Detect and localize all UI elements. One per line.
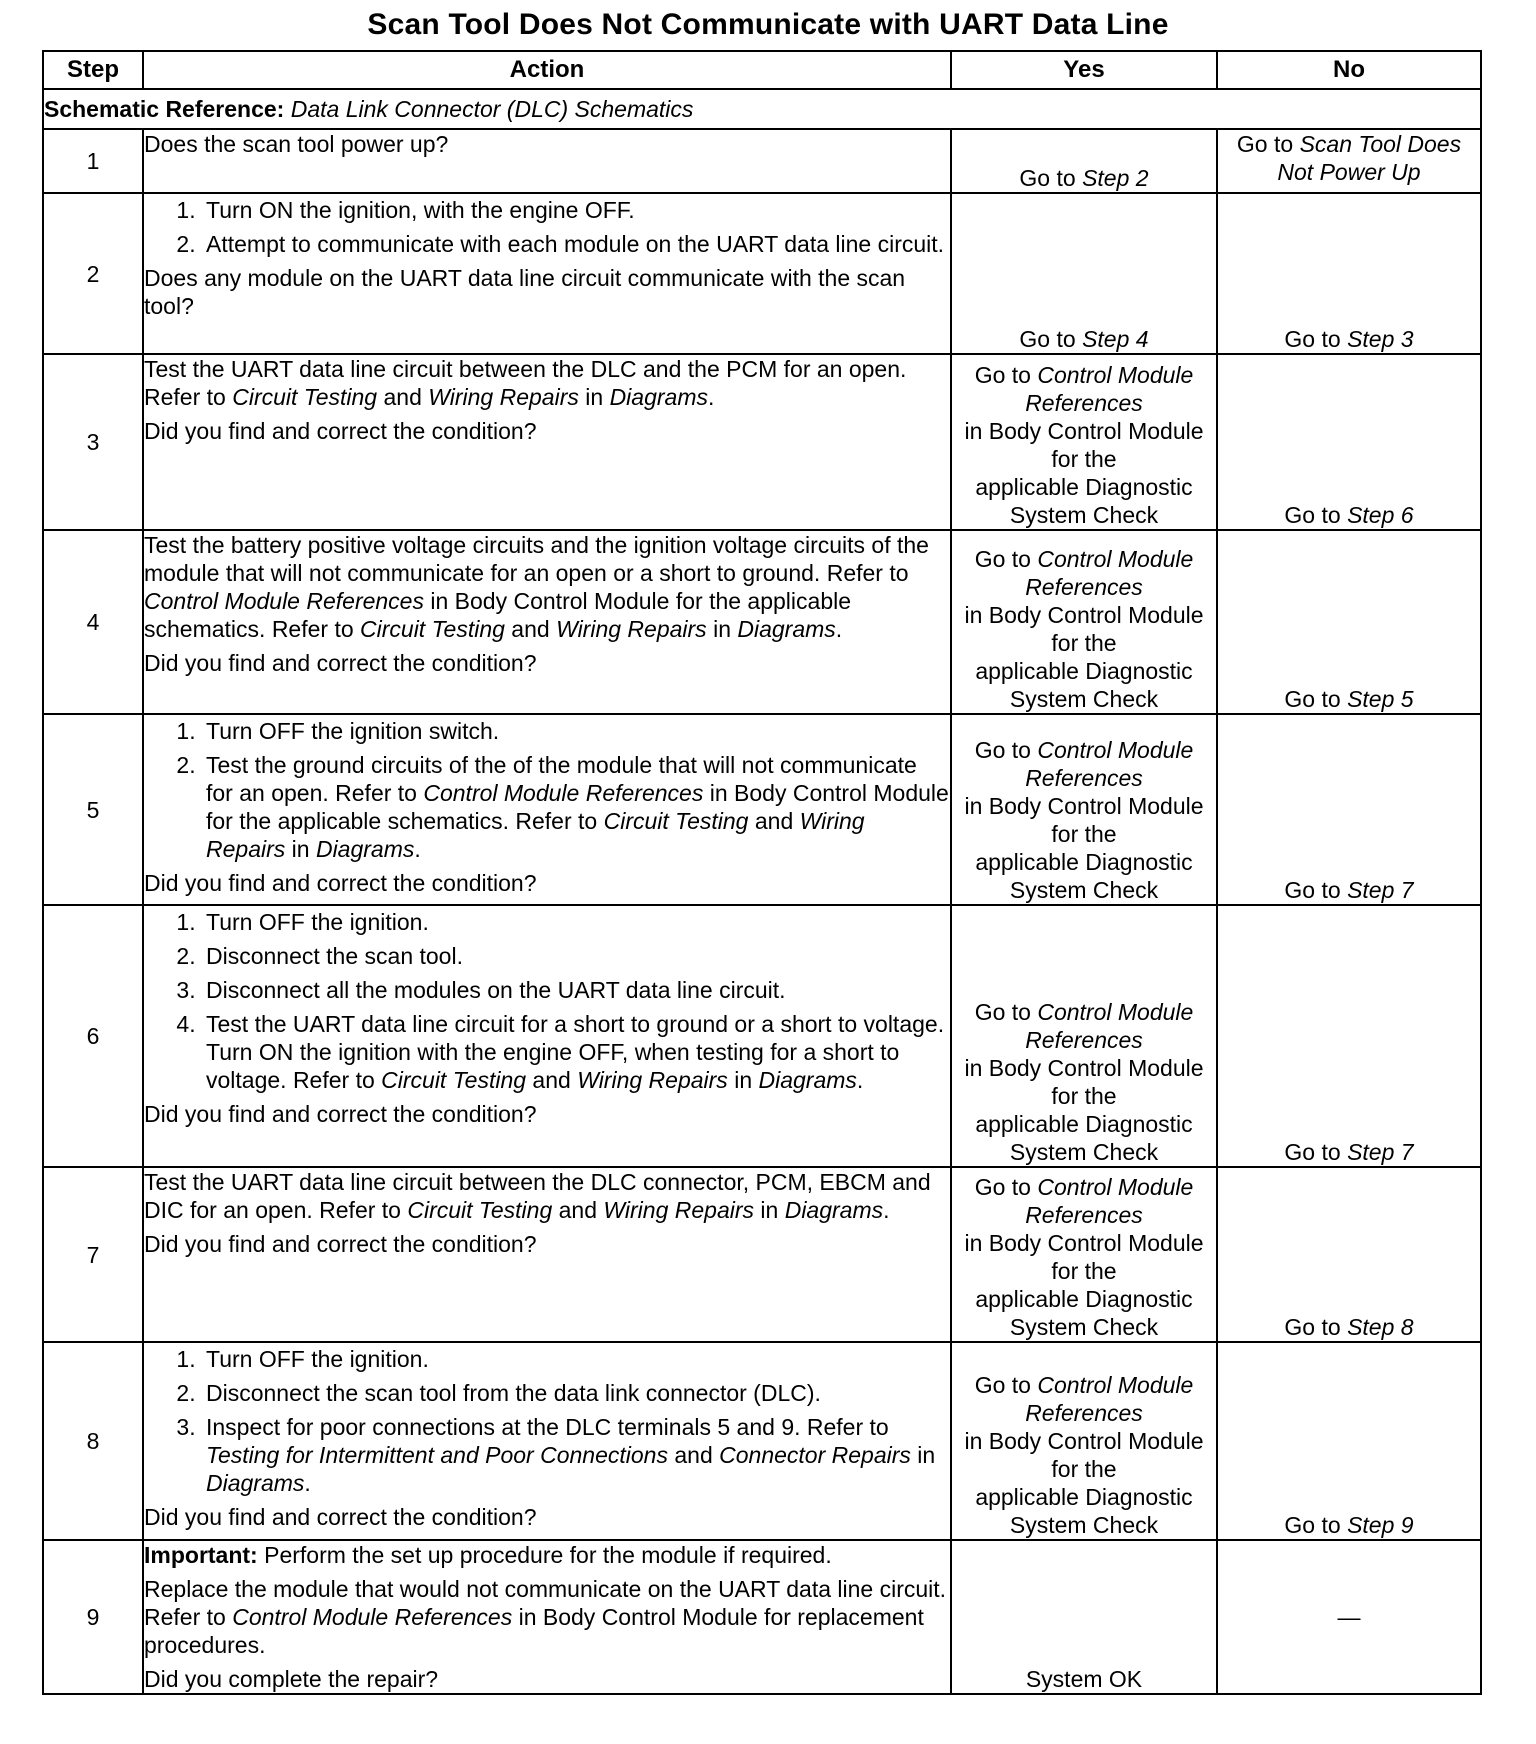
list-item: 1. Turn OFF the ignition. — [202, 908, 950, 936]
ref-connector-repairs: Connector Repairs — [719, 1442, 911, 1468]
step-number: 4 — [43, 530, 143, 714]
yes-cell: System OK — [951, 1540, 1217, 1694]
no-cell — [1217, 193, 1481, 354]
ref-wiring-repairs: Wiring Repairs — [577, 1067, 728, 1093]
action-body: Test the UART data line circuit between the DLC connector, PCM, EBCM and DIC for an open. Refer to — [144, 1169, 931, 1223]
item-text: Test the ground circuits of the of the module that will not communicate for an open. Refer to — [206, 752, 917, 806]
list-item: 2. Disconnect the scan tool from the data link connector (DLC). — [202, 1379, 950, 1407]
diagnostic-table — [42, 50, 1482, 1695]
ref-diagrams: Diagrams — [609, 384, 708, 410]
action-cell — [143, 1167, 951, 1342]
ref-control-module: Control Module References — [423, 780, 704, 806]
in-text: in — [734, 1067, 753, 1093]
and-text: and — [532, 1067, 571, 1093]
no-target: Step 7 — [1347, 877, 1414, 903]
no-target: Step 9 — [1347, 1512, 1414, 1538]
list-item: 3. Disconnect all the modules on the UART data line circuit. — [202, 976, 950, 1004]
ref-diagrams: Diagrams — [758, 1067, 857, 1093]
applicable-text: applicable Diagnostic — [975, 474, 1193, 500]
action-list — [144, 1345, 950, 1497]
header-no: No — [1217, 51, 1481, 89]
yes-cell — [951, 129, 1217, 193]
step-number: 5 — [43, 714, 143, 905]
action-body: Replace the module that would not communicate on the UART data line circuit. Refer to — [144, 1576, 947, 1630]
bcm-text: in Body Control Module for the — [964, 1055, 1204, 1109]
goto-text: Go to — [974, 737, 1031, 763]
list-item: 2. Disconnect the scan tool. — [202, 942, 950, 970]
applicable-text: applicable Diagnostic — [975, 1484, 1193, 1510]
item-text-2: in Body Control Module for the applicable schematics. Refer to — [206, 780, 949, 834]
applicable-text: applicable Diagnostic — [975, 1111, 1193, 1137]
ref-diagrams: Diagrams — [206, 1470, 305, 1496]
no-cell — [1217, 714, 1481, 905]
action-body: Test the UART data line circuit between the DLC and the PCM for an open. Refer to — [144, 356, 907, 410]
action-cell — [143, 905, 951, 1167]
system-check-text: System Check — [1009, 877, 1159, 903]
important-label: Important: — [144, 1542, 258, 1568]
action-question: Did you find and correct the condition? — [144, 870, 537, 896]
header-action: Action — [143, 51, 951, 89]
no-target: Scan Tool Does Not Power Up — [1277, 131, 1462, 185]
header-row — [43, 51, 1481, 89]
schematic-row — [43, 89, 1481, 129]
yes-target: Step 2 — [1082, 165, 1149, 191]
yes-target: Control Module References — [1025, 362, 1194, 416]
goto-text: Go to — [1284, 1512, 1341, 1538]
goto-text: Go to — [974, 1174, 1031, 1200]
header-yes: Yes — [951, 51, 1217, 89]
important-note — [144, 1541, 950, 1569]
action-text: Test the UART data line circuit between the DLC and the PCM for an open. Refer to Circuit Testing and Wiring Repairs in Diagrams. — [144, 356, 907, 410]
in-text: in — [585, 384, 604, 410]
list-item: 3. Inspect for poor connections at the DLC terminals 5 and 9. Refer to Testing for Intermittent and Poor Connections and Connector Repairs in Diagrams. — [202, 1413, 950, 1497]
yes-target: Control Module References — [1025, 1174, 1194, 1228]
step-number: 8 — [43, 1342, 143, 1540]
and-text: and — [511, 616, 550, 642]
no-target: Step 7 — [1347, 1139, 1414, 1165]
important-text: Perform the set up procedure for the module if required. — [264, 1542, 832, 1568]
applicable-text: applicable Diagnostic — [975, 849, 1193, 875]
no-cell — [1217, 530, 1481, 714]
action-body: Test the battery positive voltage circuits and the ignition voltage circuits of the module that will not communicate for an open or a short to ground. Refer to — [144, 532, 929, 586]
ref-circuit-testing: Circuit Testing — [603, 808, 749, 834]
yes-target: Control Module References — [1025, 737, 1194, 791]
yes-cell — [951, 1342, 1217, 1540]
table-row — [43, 714, 1481, 905]
goto-text: Go to — [1284, 1314, 1341, 1340]
action-list — [144, 717, 950, 863]
goto-text: Go to — [1284, 1139, 1341, 1165]
step-number: 2 — [43, 193, 143, 354]
action-text — [144, 1575, 950, 1659]
and-text: and — [754, 808, 794, 834]
action-question: Did you find and correct the condition? — [144, 1231, 537, 1257]
step-number: 1 — [43, 129, 143, 193]
no-cell — [1217, 354, 1481, 530]
ref-diagrams: Diagrams — [784, 1197, 884, 1223]
in-text: in — [760, 1197, 779, 1223]
action-cell — [143, 1540, 951, 1694]
and-text: and — [558, 1197, 597, 1223]
goto-text: Go to — [1284, 877, 1341, 903]
action-question: Does any module on the UART data line circuit communicate with the scan tool? — [144, 265, 906, 319]
table-row — [43, 1540, 1481, 1694]
ref-diagrams: Diagrams — [737, 616, 836, 642]
table-row — [43, 1342, 1481, 1540]
yes-target: Step 4 — [1082, 326, 1149, 352]
ref-wiring-repairs: Wiring Repairs — [603, 1197, 755, 1223]
table-row — [43, 905, 1481, 1167]
system-check-text: System Check — [1009, 686, 1159, 712]
yes-cell — [951, 1167, 1217, 1342]
schematic-reference — [43, 89, 1481, 129]
ref-control-module: Control Module References — [232, 1604, 513, 1630]
goto-text: Go to — [974, 362, 1031, 388]
goto-text: Go to — [1284, 326, 1341, 352]
no-cell — [1217, 1167, 1481, 1342]
action-cell — [143, 129, 951, 193]
system-check-text: System Check — [1009, 502, 1159, 528]
action-body-2: in Body Control Module for replacement procedures. — [144, 1604, 924, 1658]
bcm-text: in Body Control Module for the — [964, 418, 1204, 472]
step-number: 7 — [43, 1167, 143, 1342]
list-item: 1. Turn OFF the ignition. — [202, 1345, 950, 1373]
table-row — [43, 129, 1481, 193]
yes-target: Control Module References — [1025, 999, 1194, 1053]
no-cell — [1217, 1342, 1481, 1540]
in-text: in — [713, 616, 731, 642]
action-question: Did you find and correct the condition? — [144, 1101, 537, 1127]
ref-control-module: Control Module References — [144, 588, 424, 614]
goto-text: Go to — [1284, 686, 1341, 712]
system-check-text: System Check — [1009, 1139, 1159, 1165]
goto-text: Go to — [1019, 326, 1076, 352]
ref-circuit-testing: Circuit Testing — [407, 1197, 553, 1223]
system-check-text: System Check — [1009, 1314, 1159, 1340]
bcm-text: in Body Control Module for the — [964, 1230, 1204, 1284]
and-text: and — [674, 1442, 713, 1468]
no-target: Step 6 — [1347, 502, 1414, 528]
step-number: 3 — [43, 354, 143, 530]
page-title: Scan Tool Does Not Communicate with UART Data Line — [367, 8, 1169, 41]
goto-text: Go to — [974, 546, 1031, 572]
action-cell — [143, 354, 951, 530]
system-check-text: System Check — [1009, 1512, 1159, 1538]
list-item: 4. Test the UART data line circuit for a short to ground or a short to voltage. Turn ON the ignition with the engine OFF, when testing for a short to voltage. Refer to Circuit Testing and Wiring Repairs in Diagrams. — [202, 1010, 950, 1094]
ref-circuit-testing: Circuit Testing — [381, 1067, 527, 1093]
no-cell: — — [1217, 1540, 1481, 1694]
action-cell — [143, 193, 951, 354]
bcm-text: in Body Control Module for the — [964, 793, 1204, 847]
table-row — [43, 354, 1481, 530]
action-text: Test the UART data line circuit between the DLC connector, PCM, EBCM and DIC for an open. Refer to Circuit Testing and Wiring Repairs in Diagrams. — [144, 1169, 931, 1223]
ref-wiring-repairs: Wiring Repairs — [556, 616, 707, 642]
list-item: 2. Test the ground circuits of the of the module that will not communicate for an open. Refer to Control Module References in Body Control Module for the applicable schematics. Refer to Circuit Testing and Wiring Repairs in Diagrams. — [202, 751, 950, 863]
action-text: Test the battery positive voltage circuits and the ignition voltage circuits of the module that will not communicate for an open or a short to ground. Refer to Control Module References in Body Control Module for the applicable schematics. Refer to Circuit Testing and Wiring Repairs in Diagrams. — [144, 532, 929, 642]
schematic-label: Schematic Reference: — [44, 96, 285, 122]
ref-intermittent: Testing for Intermittent and Poor Connections — [206, 1442, 668, 1468]
yes-cell — [951, 193, 1217, 354]
action-question: Did you complete the repair? — [144, 1666, 439, 1692]
bcm-text: in Body Control Module for the — [964, 1428, 1204, 1482]
ref-wiring-repairs: Wiring Repairs — [428, 384, 579, 410]
yes-cell — [951, 905, 1217, 1167]
step-number: 6 — [43, 905, 143, 1167]
goto-text: Go to — [1284, 502, 1341, 528]
action-cell — [143, 1342, 951, 1540]
item-text: Test the UART data line circuit for a short to ground or a short to voltage. Turn ON the ignition with the engine OFF, when testing for a short to voltage. Refer to — [206, 1011, 945, 1093]
action-question: Did you find and correct the condition? — [144, 418, 537, 444]
table-row — [43, 1167, 1481, 1342]
goto-text: Go to — [1236, 131, 1294, 157]
bcm-text: in Body Control Module for the — [964, 602, 1204, 656]
action-body-2: in Body Control Module for the applicable schematics. Refer to — [144, 588, 852, 642]
and-text: and — [383, 384, 422, 410]
list-item: 1. Turn ON the ignition, with the engine OFF. — [202, 196, 950, 224]
action-question: Did you find and correct the condition? — [144, 1504, 537, 1530]
no-cell — [1217, 905, 1481, 1167]
goto-text: Go to — [974, 999, 1031, 1025]
action-question: Did you find and correct the condition? — [144, 650, 537, 676]
header-step: Step — [43, 51, 143, 89]
ref-circuit-testing: Circuit Testing — [232, 384, 378, 410]
no-target: Step 3 — [1347, 326, 1414, 352]
no-target: Step 5 — [1347, 686, 1414, 712]
action-list — [144, 196, 950, 258]
goto-text: Go to — [974, 1372, 1031, 1398]
action-cell — [143, 530, 951, 714]
goto-text: Go to — [1019, 165, 1076, 191]
step-number: 9 — [43, 1540, 143, 1694]
ref-diagrams: Diagrams — [315, 836, 415, 862]
ref-circuit-testing: Circuit Testing — [360, 616, 505, 642]
item-text: Inspect for poor connections at the DLC terminals 5 and 9. Refer to — [206, 1414, 889, 1440]
table-row — [43, 530, 1481, 714]
in-text: in — [291, 836, 310, 862]
action-list — [144, 908, 950, 1094]
list-item: 2. Attempt to communicate with each module on the UART data line circuit. — [202, 230, 950, 258]
ref-wiring-repairs: Wiring Repairs — [206, 808, 865, 862]
yes-target: Control Module References — [1025, 1372, 1194, 1426]
yes-cell — [951, 354, 1217, 530]
table-row — [43, 193, 1481, 354]
action-question: Does the scan tool power up? — [144, 131, 449, 157]
list-item: 1. Turn OFF the ignition switch. — [202, 717, 950, 745]
no-cell — [1217, 129, 1481, 193]
yes-cell — [951, 714, 1217, 905]
no-target: Step 8 — [1347, 1314, 1414, 1340]
yes-cell — [951, 530, 1217, 714]
yes-target: Control Module References — [1025, 546, 1194, 600]
schematic-value: Data Link Connector (DLC) Schematics — [290, 96, 694, 122]
in-text: in — [917, 1442, 936, 1468]
applicable-text: applicable Diagnostic — [975, 658, 1193, 684]
action-cell — [143, 714, 951, 905]
applicable-text: applicable Diagnostic — [975, 1286, 1193, 1312]
